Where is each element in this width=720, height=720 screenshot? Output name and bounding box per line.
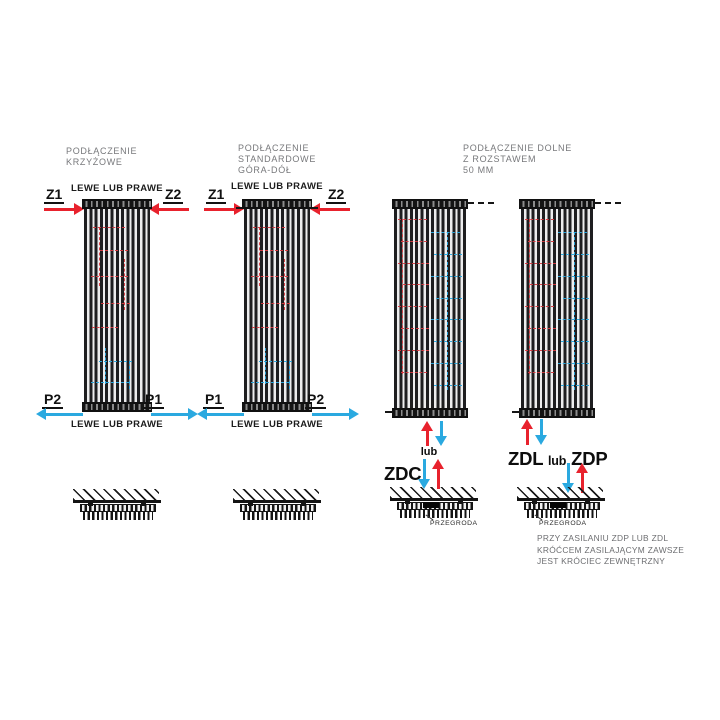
return-flow-dash — [251, 382, 289, 383]
supply-arrow-right-icon — [44, 203, 84, 216]
return-flow-dash — [259, 361, 292, 362]
return-flow-dash — [129, 361, 130, 389]
diagram4-zdl-zdp-label — [508, 448, 608, 470]
supply-flow-dash — [91, 276, 128, 277]
return-flow-dash — [447, 232, 448, 390]
wall-hatch — [73, 489, 159, 500]
supply-flow-dash — [401, 241, 427, 242]
diagram2-port-z2: Z2 — [328, 186, 345, 202]
supply-flow-dash — [403, 284, 429, 285]
supply-arrow-up-icon — [421, 421, 434, 446]
supply-flow-dash — [529, 219, 530, 374]
diagram34-title-line3: 50 MM — [463, 164, 495, 175]
radiator-front-view-4 — [521, 199, 593, 418]
supply-flow-dash — [528, 372, 554, 373]
supply-flow-dash — [260, 250, 288, 251]
mount-stub — [88, 503, 93, 507]
bottom-connection-block — [423, 502, 439, 508]
wall-hatch — [390, 487, 476, 498]
supply-flow-dash — [259, 227, 260, 287]
diagram34-title-line1: PODŁĄCZENIE DOLNE — [463, 143, 572, 153]
supply-note-line1: PRZY ZASILANIU ZDP LUB ZDL — [537, 533, 669, 543]
supply-flow-dash — [101, 303, 130, 304]
diagram1-title — [66, 146, 137, 168]
mount-stub — [585, 501, 590, 505]
mount-stub — [405, 501, 410, 505]
wall-section-2 — [233, 489, 321, 520]
diagram2-bottom-range-label: LEWE LUB PRAWE — [231, 419, 323, 430]
return-arrow-down-icon — [418, 459, 431, 489]
supply-arrow-right-icon — [204, 203, 244, 216]
supply-flow-dash — [252, 327, 278, 328]
diagram2-title — [238, 143, 316, 175]
mount-stub — [458, 501, 463, 505]
radiator-top-view — [240, 504, 316, 520]
return-flow-dash — [431, 232, 460, 233]
diagram1-port-p1: P1 — [145, 391, 163, 407]
supply-flow-dash — [261, 303, 290, 304]
return-flow-dash — [558, 232, 587, 233]
wall-section-4 — [517, 487, 605, 518]
tube-teeth — [400, 510, 470, 518]
radiator-top-header — [242, 199, 312, 209]
diagram34-title — [463, 143, 572, 175]
radiator-top-header — [82, 199, 152, 209]
supply-flow-dash — [528, 328, 555, 329]
return-flow-dash — [289, 361, 290, 389]
wall-section-3 — [390, 487, 478, 518]
diagram2-top-range-label: LEWE LUB PRAWE — [231, 181, 323, 192]
supply-flow-dash — [100, 250, 128, 251]
return-arrow-down-icon — [435, 421, 448, 446]
supply-flow-dash — [99, 227, 100, 287]
supply-flow-dash — [528, 241, 554, 242]
diagram1-port-z2: Z2 — [165, 186, 182, 202]
axis-dash — [595, 202, 621, 204]
diagram2-port-z1: Z1 — [208, 186, 225, 202]
wall-line — [73, 500, 161, 503]
radiator-bottom-header — [82, 402, 152, 412]
wall-hatch — [517, 487, 603, 498]
radiator-top-header — [519, 199, 595, 209]
supply-flow-dash — [251, 276, 288, 277]
diagram1-title-line2: KRZYŻOWE — [66, 156, 123, 167]
diagram2-port-p1: P1 — [205, 391, 223, 407]
bottom-connection-block — [550, 502, 566, 508]
diagram3-zdc-label: ZDC — [384, 463, 422, 484]
wall-section-1 — [73, 489, 161, 520]
supply-flow-dash — [124, 259, 125, 310]
supply-flow-dash — [401, 372, 427, 373]
diagram1-title-line1: PODŁĄCZENIE — [66, 146, 138, 156]
supply-arrow-up-icon — [432, 459, 445, 489]
diagram2-title-line1: PODŁĄCZENIE — [238, 143, 310, 153]
radiator-bottom-header — [242, 402, 312, 412]
diagram3-partition-label: PRZEGRODA — [430, 520, 478, 527]
supply-arrow-left-icon — [149, 203, 189, 216]
supply-flow-dash — [284, 259, 285, 310]
mount-stub — [141, 503, 146, 507]
supply-note-line2: KRÓĆCEM ZASILAJĄCYM ZAWSZE — [537, 544, 685, 555]
supply-note — [537, 533, 684, 568]
supply-arrow-up-icon — [521, 419, 534, 445]
diagram2-title-line3: GÓRA-DÓŁ — [238, 164, 292, 175]
diagram4-zdp: ZDP — [571, 448, 608, 469]
wall-line — [517, 498, 605, 501]
supply-flow-dash — [401, 328, 428, 329]
diagram1-bottom-range-label: LEWE LUB PRAWE — [71, 419, 163, 430]
return-flow-dash — [99, 361, 132, 362]
return-flow-dash — [563, 298, 589, 299]
return-flow-dash — [436, 298, 462, 299]
axis-dash — [468, 202, 494, 204]
radiator-front-view-1 — [84, 199, 150, 412]
diagram1-top-range-label: LEWE LUB PRAWE — [71, 183, 163, 194]
radiator-top-header — [392, 199, 468, 209]
return-flow-dash — [105, 348, 106, 384]
wall-line — [233, 500, 321, 503]
supply-flow-dash — [402, 219, 403, 374]
return-flow-dash — [265, 348, 266, 384]
wall-hatch — [233, 489, 319, 500]
supply-arrow-left-icon — [310, 203, 350, 216]
diagram34-title-line2: Z ROZSTAWEM — [463, 153, 537, 164]
tube-teeth — [243, 512, 313, 520]
axis-dash — [385, 411, 393, 413]
diagram4-partition-label: PRZEGRODA — [539, 520, 587, 527]
mount-stub — [532, 501, 537, 505]
radiator-front-view-2 — [244, 199, 310, 412]
diagram4-zdl: ZDL — [508, 448, 544, 469]
mount-stub — [248, 503, 253, 507]
return-flow-dash — [91, 382, 129, 383]
wall-line — [390, 498, 478, 501]
return-arrow-down-icon — [535, 419, 548, 445]
diagram2-port-p2: P2 — [307, 391, 325, 407]
diagram2-title-line2: STANDARDOWE — [238, 153, 317, 164]
supply-note-line3: JEST KRÓCIEC ZEWNĘTRZNY — [537, 556, 666, 567]
radiator-top-view — [80, 504, 156, 520]
diagram4-or-label: lub — [547, 454, 567, 468]
axis-dash — [512, 411, 520, 413]
tube-teeth — [83, 512, 153, 520]
return-flow-dash — [574, 232, 575, 390]
radiator-bottom-header — [392, 408, 468, 418]
diagram3-or-label: lub — [420, 446, 438, 458]
mount-stub — [301, 503, 306, 507]
diagram1-port-p2: P2 — [44, 391, 62, 407]
supply-flow-dash — [92, 327, 118, 328]
radiator-bottom-header — [519, 408, 595, 418]
supply-flow-dash — [530, 284, 556, 285]
diagram1-port-z1: Z1 — [46, 186, 63, 202]
radiator-front-view-3 — [394, 199, 466, 418]
